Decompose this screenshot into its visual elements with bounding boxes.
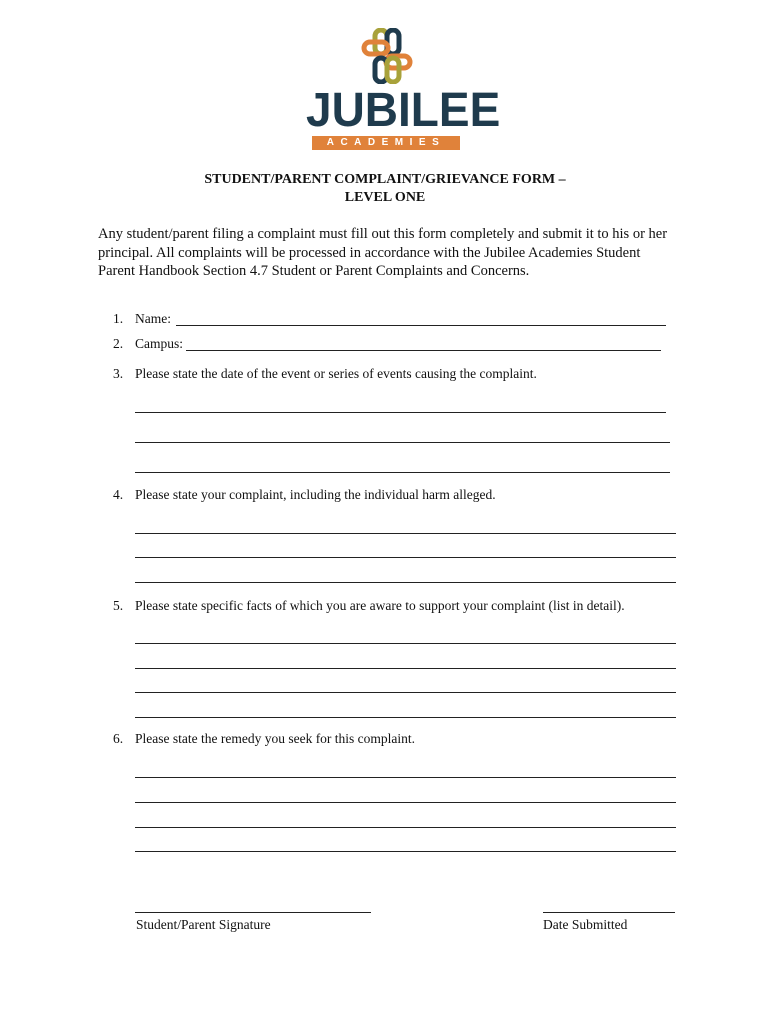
item-label: Campus: xyxy=(135,336,184,351)
item-number: 2. xyxy=(113,336,124,351)
item-number: 5. xyxy=(113,598,124,613)
date-submitted-field[interactable] xyxy=(543,912,675,913)
remedy-field-line-1[interactable] xyxy=(135,777,676,778)
complaint-field-line-3[interactable] xyxy=(135,582,676,583)
date-field-line-2[interactable] xyxy=(135,442,670,443)
item-label: Please state specific facts of which you are aware to support your complaint (list in detail). xyxy=(135,598,625,613)
item-label: Name: xyxy=(135,311,171,326)
item-label: Please state the remedy you seek for this complaint. xyxy=(135,731,416,746)
date-field-line-3[interactable] xyxy=(135,472,670,473)
date-submitted-label: Date Submitted xyxy=(543,917,628,932)
logo-tagline: ACADEMIES xyxy=(312,136,460,150)
item-number: 4. xyxy=(113,487,124,502)
jubilee-logo xyxy=(306,28,501,150)
complaint-field-line-1[interactable] xyxy=(135,533,676,534)
date-field-line-1[interactable] xyxy=(135,412,666,413)
form-title-line1: STUDENT/PARENT COMPLAINT/GRIEVANCE FORM – xyxy=(204,172,566,187)
complaint-field-line-2[interactable] xyxy=(135,557,676,558)
form-title-line2: LEVEL ONE xyxy=(344,190,426,205)
item-label: Please state the date of the event or series of events causing the complaint. xyxy=(135,366,537,381)
name-field[interactable] xyxy=(176,325,666,326)
item-campus xyxy=(113,336,183,352)
form-intro: Any student/parent filing a complaint must fill out this form completely and submit it to his or her principal. All complaints will be processed in accordance with the Jubilee Academies Student Parent Handbook Section 4.7 Student or Parent Complaints and Concerns. xyxy=(98,226,668,279)
logo-knot-icon xyxy=(361,28,413,84)
facts-field-line-1[interactable] xyxy=(135,643,676,644)
item-number: 3. xyxy=(113,366,124,381)
remedy-field-line-3[interactable] xyxy=(135,827,676,828)
item-date xyxy=(113,366,537,382)
item-facts xyxy=(113,598,625,614)
remedy-field-line-2[interactable] xyxy=(135,802,676,803)
item-label: Please state your complaint, including the individual harm alleged. xyxy=(135,487,496,502)
facts-field-line-4[interactable] xyxy=(135,717,676,718)
facts-field-line-2[interactable] xyxy=(135,668,676,669)
item-remedy xyxy=(113,731,415,747)
signature-field[interactable] xyxy=(135,912,371,913)
signature-label: Student/Parent Signature xyxy=(136,917,271,932)
logo-wordmark: JUBILEE xyxy=(306,81,501,137)
facts-field-line-3[interactable] xyxy=(135,692,676,693)
item-name xyxy=(113,311,171,327)
item-complaint xyxy=(113,487,496,503)
item-number: 1. xyxy=(113,311,124,326)
item-number: 6. xyxy=(113,731,124,746)
remedy-field-line-4[interactable] xyxy=(135,851,676,852)
campus-field[interactable] xyxy=(186,350,661,351)
